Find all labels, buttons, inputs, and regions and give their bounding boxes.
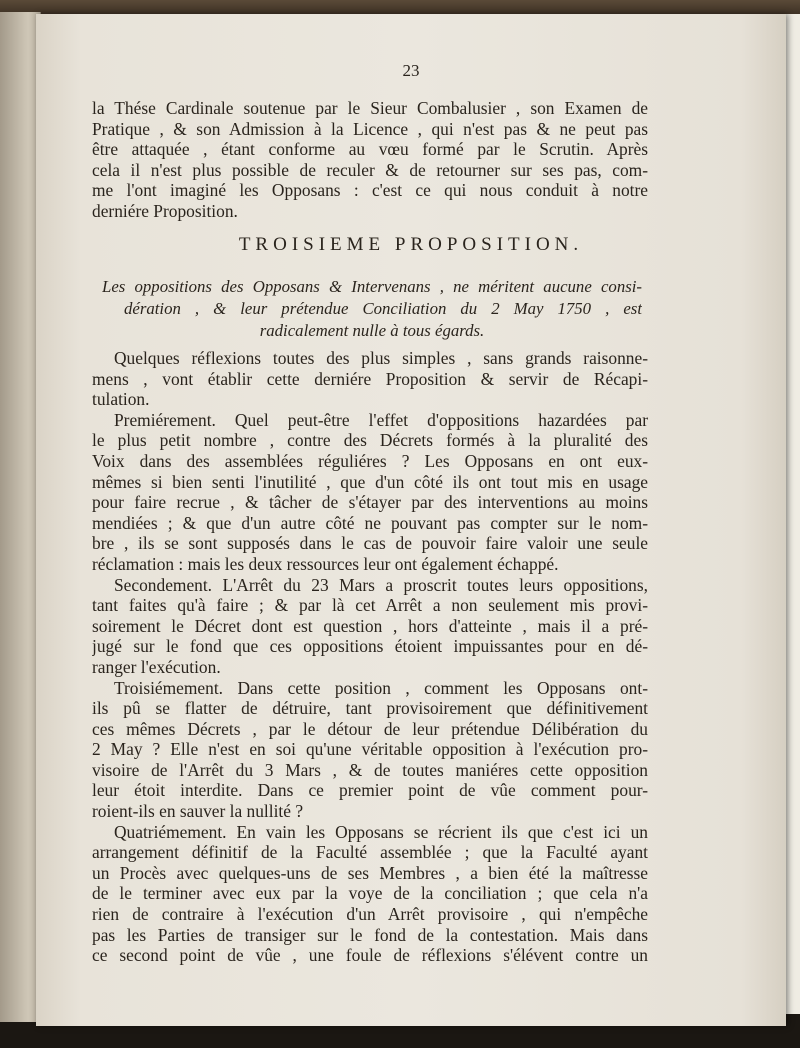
text-line: Quatriémement. En vain les Opposans se récrient ils que c'est ici un: [114, 821, 648, 842]
text-line: roient-ils en sauver la nullité ?: [92, 801, 304, 822]
text-line: 2 May ? Elle n'est en soi qu'une véritable opposition à l'exécution pro-: [92, 739, 648, 760]
text-line: rien de contraire à l'exécution d'un Arrêt provisoire , qui n'empêche: [92, 904, 648, 925]
text-line: Pratique , & son Admission à la Licence , qui n'est pas & ne peut pas: [92, 118, 648, 139]
subtitle-line: radicalement nulle à tous égards.: [259, 321, 485, 340]
subtitle-line: dération , & leur prétendue Conciliation du 2 May 1750 , est: [124, 299, 642, 318]
text-line: la Thése Cardinale soutenue par le Sieur Combalusier , son Examen de: [92, 98, 648, 118]
text-line: réclamation : mais les deux ressources leur ont également échappé.: [92, 553, 559, 574]
text-line: Quelques réflexions toutes des plus simples , sans grands raisonne-: [114, 348, 648, 368]
text-line: bre , ils se sont supposés dans le cas de pouvoir faire valoir une seule: [92, 533, 648, 554]
text-line: visoire de l'Arrêt du 3 Mars , & de toutes maniéres cette opposition: [92, 759, 648, 780]
text-line: mêmes si bien senti l'inutilité , que d'un côté ils ont tout mis en usage: [92, 471, 648, 492]
text-line: Troisiémement. Dans cette position , comment les Opposans ont-: [114, 677, 648, 698]
section-heading: TROISIEME PROPOSITION.: [238, 234, 584, 255]
text-line: me l'ont imaginé les Opposans : c'est ce qui nous conduit à notre: [92, 180, 648, 201]
text-line: leur étoit interdite. Dans ce premier point de vûe comment pour-: [92, 780, 648, 801]
text-line: soirement le Décret dont est question , hors d'atteinte , mais il a pré-: [92, 615, 648, 636]
page-number: 23: [402, 61, 420, 80]
text-line: Premiérement. Quel peut-être l'effet d'oppositions hazardées par: [114, 409, 648, 430]
text-line: de le terminer avec eux par la voye de la conciliation ; que cela n'a: [92, 883, 648, 904]
text-line: le plus petit nombre , contre des Décrets formés à la pluralité des: [92, 430, 648, 451]
text-line: arrangement définitif de la Faculté assemblée ; que la Faculté ayant: [92, 842, 648, 863]
body-text: [92, 348, 648, 966]
text-line: être attaquée , étant conforme au vœu formé par le Scrutin. Après: [92, 139, 648, 160]
text-line: ranger l'exécution.: [92, 656, 221, 677]
section-subtitle: [102, 276, 642, 342]
intro-paragraph: [92, 98, 648, 222]
text-line: Voix dans des assemblées réguliéres ? Les Opposans en ont eux-: [92, 450, 648, 471]
text-line: tulation.: [92, 389, 150, 410]
text-line: derniére Proposition.: [92, 200, 238, 221]
subtitle-line: Les oppositions des Opposans & Intervenans , ne méritent aucune consi-: [102, 277, 642, 296]
text-line: cela il n'est plus possible de reculer & de retourner sur ses pas, com-: [92, 159, 648, 180]
text-line: tant faites qu'à faire ; & par là cet Arrêt a non seulement mis provi-: [92, 595, 648, 616]
text-line: mens , vont établir cette derniére Proposition & servir de Récapi-: [92, 368, 648, 389]
book-page: [36, 14, 786, 1026]
text-line: pour faire recrue , & tâcher de s'étayer par des interventions au moins: [92, 492, 648, 513]
text-line: mendiées ; & que d'un autre côté ne pouvant pas compter sur le nom-: [92, 512, 648, 533]
text-line: Secondement. L'Arrêt du 23 Mars a proscrit toutes leurs oppositions,: [114, 574, 648, 595]
text-line: ces mêmes Décrets , par le détour de leur prétendue Délibération du: [92, 718, 648, 739]
text-line: ils pû se flatter de détruire, tant provisoirement que définitivement: [92, 698, 648, 719]
left-page-edge: [0, 12, 41, 1022]
right-margin-strip: [786, 14, 800, 1014]
text-line: ce second point de vûe , une foule de réflexions s'élévent contre un: [92, 945, 648, 966]
text-line: jugé sur le fond que ces oppositions étoient impuissantes pour en dé-: [92, 636, 648, 657]
text-line: pas les Parties de transiger sur le fond de la contestation. Mais dans: [92, 924, 648, 945]
text-line: un Procès avec quelques-uns de ses Membres , a bien été la maîtresse: [92, 862, 648, 883]
